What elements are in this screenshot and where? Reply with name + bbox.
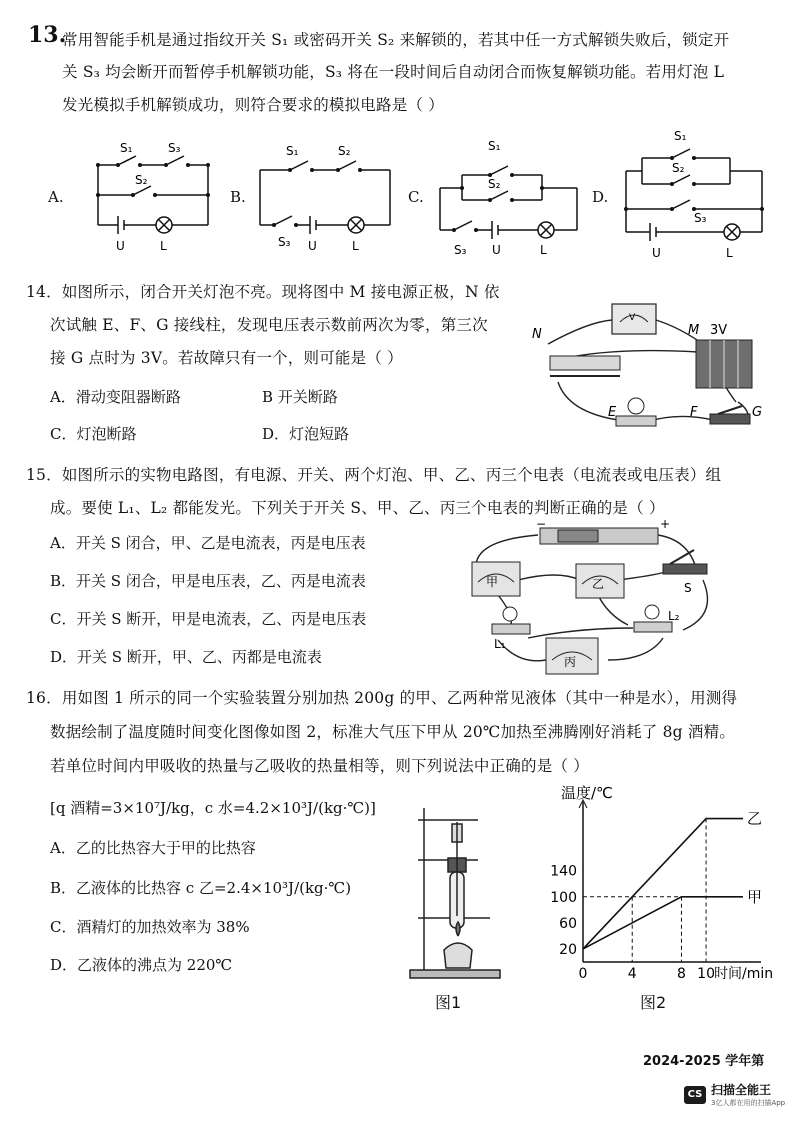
q13-line2: 关 S₃ 均会断开而暂停手机解锁功能，S₃ 将在一段时间后自动闭合而恢复解锁功能。若用灯泡 L (62, 63, 725, 81)
switch-s (663, 564, 707, 574)
q13-circuit-b (250, 130, 400, 255)
y-tick-label: 100 (550, 889, 577, 906)
u-label: U (492, 243, 501, 257)
meter-jia (472, 562, 520, 596)
s2-label: S₂ (488, 177, 501, 191)
scanner-logo (684, 1081, 785, 1108)
n-label: N (532, 327, 542, 342)
meter-bing (546, 638, 598, 674)
g-label: G (752, 405, 763, 420)
s3-label: S₃ (278, 235, 291, 249)
voltmeter-label: V (629, 313, 636, 323)
q16-option-d: D．乙液体的沸点为 220℃ (50, 956, 233, 974)
s-label: S (684, 581, 692, 595)
lamp-icon (628, 398, 644, 414)
u-label: U (116, 239, 125, 253)
y-tick-label: 140 (550, 863, 577, 880)
q16-constants: [q 酒精=3×10⁷J/kg，c 水=4.2×10³J/(kg·℃)] (50, 799, 376, 817)
s1-label: S₁ (488, 139, 501, 153)
s1-label: S₁ (120, 141, 133, 155)
m-label: M (688, 323, 700, 338)
scanner-app-subtitle: 3亿人都在用的扫描App (711, 1099, 786, 1107)
y-tick-label: 60 (559, 915, 577, 932)
l-label: L (540, 243, 547, 257)
q15-option-a: A．开关 S 闭合，甲、乙是电流表，丙是电压表 (50, 534, 366, 552)
series-label-0: 乙 (747, 809, 763, 828)
q13-circuit-d (612, 124, 772, 264)
lamp-l2-base (634, 622, 672, 632)
plus-label: + (660, 517, 671, 531)
q13-circuit-c (432, 130, 582, 265)
fig2-caption: 图2 (640, 993, 667, 1012)
q16-option-b: B．乙液体的比热容 c 乙=2.4×10³J/(kg·℃) (50, 879, 352, 897)
l2-label: L₂ (668, 609, 680, 623)
lamp-l1-base (492, 624, 530, 634)
s2-label: S₂ (135, 173, 148, 187)
y-tick-label: 20 (559, 941, 577, 958)
q15-line1: 15．如图所示的实物电路图，有电源、开关、两个灯泡、甲、乙、丙三个电表（电流表或电压表）组 (26, 466, 722, 484)
voltage-label: 3V (710, 323, 728, 338)
series-line-0 (583, 819, 743, 949)
q14-line3: 接 G 点时为 3V。若故障只有一个，则可能是（ ） (50, 349, 403, 367)
q15-option-d: D．开关 S 断开，甲、乙、丙都是电流表 (50, 648, 322, 666)
lamp-l2-icon (645, 605, 659, 619)
s1-label: S₁ (286, 144, 299, 158)
q16-option-c: C．酒精灯的加热效率为 38% (50, 918, 250, 936)
q15-circuit-figure (458, 517, 738, 680)
minus-label: − (536, 517, 547, 531)
q13-line1: 常用智能手机是通过指纹开关 S₁ 或密码开关 S₂ 来解锁的，若其中任一方式解锁失败后，锁定开 (62, 31, 730, 49)
q13-line3: 发光模拟手机解锁成功，则符合要求的模拟电路是（ ） (62, 96, 444, 114)
q15-option-b: B．开关 S 闭合，甲是电压表，乙、丙是电流表 (50, 572, 366, 590)
lamp-l1-icon (503, 607, 517, 621)
q13-option-b-label: B. (230, 188, 246, 206)
q16-line3: 若单位时间内甲吸收的热量与乙吸收的热量相等，则下列说法中正确的是（ ） (50, 757, 589, 775)
l-label: L (352, 239, 359, 253)
q15-line2: 成。要使 L₁、L₂ 都能发光。下列关于开关 S、甲、乙、丙三个电表的判断正确的是（ ） (50, 499, 665, 517)
q14-circuit-figure (528, 282, 768, 440)
s3-label: S₃ (168, 141, 181, 155)
q16-figure1-apparatus (400, 800, 510, 990)
meter-jia-label: 甲 (486, 575, 499, 589)
q14-option-c: C．灯泡断路 (50, 425, 137, 443)
q16-line2: 数据绘制了温度随时间变化图像如图 2，标准大气压下甲从 20℃加热至沸腾刚好消耗了 8g 酒精。 (50, 723, 736, 741)
y-axis-label: 温度/℃ (561, 784, 613, 802)
q13-circuit-a (78, 130, 228, 255)
q14-option-a: A．滑动变阻器断路 (50, 388, 181, 406)
e-label: E (608, 405, 617, 420)
meter-yi (576, 564, 624, 598)
s1-label: S₁ (674, 129, 687, 143)
lamp-base (616, 416, 656, 426)
x-tick-label: 8 (677, 966, 686, 982)
q16-option-a: A．乙的比热容大于甲的比热容 (50, 839, 256, 857)
s2-label: S₂ (338, 144, 351, 158)
q13-option-a-label: A. (48, 188, 64, 206)
q14-line2: 次试触 E、F、G 接线柱，发现电压表示数前两次为零，第三次 (50, 316, 488, 334)
s2-label: S₂ (672, 161, 685, 175)
s3-label: S₃ (454, 243, 467, 257)
scanner-app-name: 扫描全能王 (711, 1083, 772, 1097)
l1-label: L₁ (494, 637, 506, 651)
q13-option-c-label: C. (408, 188, 424, 206)
meter-yi-label: 乙 (592, 577, 605, 591)
u-label: U (652, 246, 661, 260)
meter-bing-label: 丙 (564, 655, 577, 669)
switch-icon (710, 414, 750, 424)
q16-figure2-chart (545, 784, 775, 990)
q14-line1: 14．如图所示，闭合开关灯泡不亮。现将图中 M 接电源正极，N 依 (26, 283, 500, 301)
q15-option-c: C．开关 S 断开，甲是电流表，乙、丙是电压表 (50, 610, 367, 628)
x-tick-label: 4 (627, 966, 637, 982)
x-tick-label: 10 (697, 966, 715, 982)
x-tick-label: 0 (578, 966, 588, 982)
l-label: L (160, 239, 167, 253)
q13-number: 13. (28, 22, 67, 48)
l-label: L (726, 246, 733, 260)
fig1-caption: 图1 (435, 993, 462, 1012)
scanner-app-icon: CS (684, 1086, 706, 1104)
x-axis-label: 时间/min (714, 966, 774, 982)
q13-option-d-label: D. (592, 188, 609, 206)
f-label: F (690, 405, 698, 420)
s3-label: S₃ (694, 211, 707, 225)
footer-school-year: 2024-2025 学年第 (643, 1054, 765, 1069)
u-label: U (308, 239, 317, 253)
series-label-1: 甲 (747, 887, 763, 906)
q14-option-d: D．灯泡短路 (262, 425, 350, 443)
q16-line1: 16．用如图 1 所示的同一个实验装置分别加热 200g 的甲、乙两种常见液体（其中一种是水），用测得 (26, 689, 738, 707)
q14-option-b: B 开关断路 (262, 388, 338, 406)
rheostat (550, 356, 620, 370)
